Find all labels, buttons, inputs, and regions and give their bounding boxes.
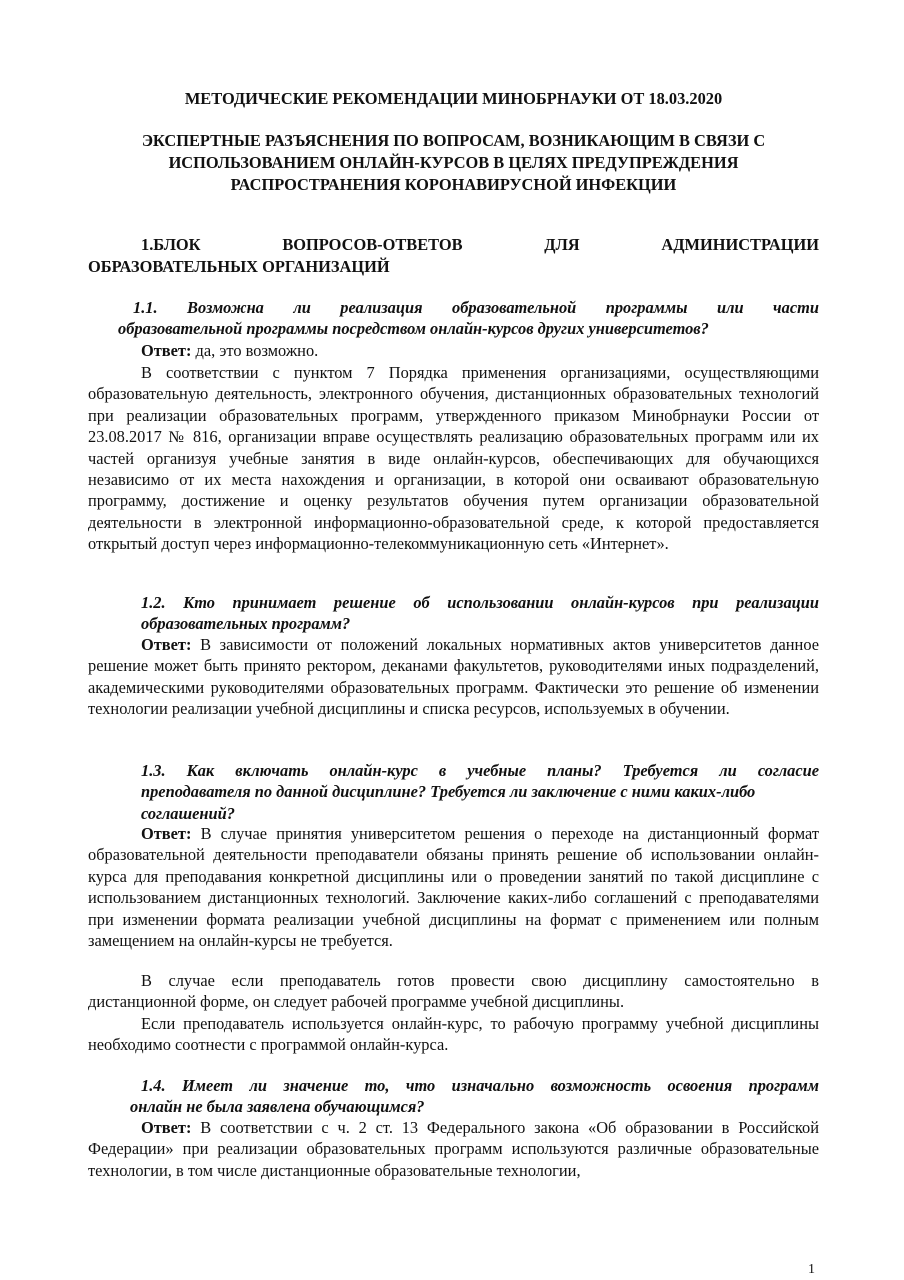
block-heading-word-3: ДЛЯ bbox=[544, 235, 580, 254]
paragraph-1-1: В соответствии с пунктом 7 Порядка применения организациями, осуществляющими образовательную деятельность, электронного обучения, дистанционных образовательных технологий при реализации образовательных программ, утвержденного приказом Минобрнауки России от 23.08.2017 № 816, организации вправе осуществлять реализацию образовательных программ или их частей организуя учебные занятия в виде онлайн-курсов, обеспечивающих для обучающихся независимо от их места нахождения и организации, в которой они осваивают образовательную программу, достижение и оценку результатов обучения путем организации образовательной деятельности в электронной информационно-образовательной среде, к которой предоставляется открытый доступ через информационно-телекоммуникационную сеть «Интернет». bbox=[88, 363, 819, 554]
answer-label: Ответ: bbox=[141, 824, 192, 843]
question-1-4-line-1: 1.4. Имеет ли значение то, что изначально возможность освоения программ bbox=[141, 1076, 819, 1095]
question-1-3-line-2: преподавателя по данной дисциплине? Требуется ли заключение с ними каких-либо bbox=[141, 782, 756, 802]
question-1-1-line-2: образовательной программы посредством онлайн-курсов других университетов? bbox=[118, 319, 709, 339]
block-heading-word-4: АДМИНИСТРАЦИИ bbox=[661, 235, 819, 254]
answer-label: Ответ: bbox=[141, 635, 192, 654]
block-heading-word-2: ВОПРОСОВ-ОТВЕТОВ bbox=[282, 235, 463, 254]
document-subtitle-line-3: РАСПРОСТРАНЕНИЯ КОРОНАВИРУСНОЙ ИНФЕКЦИИ bbox=[230, 175, 677, 194]
answer-1-1-text: да, это возможно. bbox=[191, 341, 319, 360]
document-subtitle-line-1: ЭКСПЕРТНЫЕ РАЗЪЯСНЕНИЯ ПО ВОПРОСАМ, ВОЗНИКАЮЩИМ В СВЯЗИ С bbox=[141, 131, 766, 150]
document-subtitle-line-2: ИСПОЛЬЗОВАНИЕМ ОНЛАЙН-КУРСОВ В ЦЕЛЯХ ПРЕДУПРЕЖДЕНИЯ bbox=[168, 153, 739, 172]
answer-1-3-text: В случае принятия университетом решения о переходе на дистанционный формат образовательной деятельности преподаватели обязаны принять решение об использовании онлайн-курса для преподавания конкретной дисциплины или о проведении занятий по такой дисциплине с использованием дистанционных технологий. Заключение каких-либо соглашений с преподавателями при изменении формата реализации учебной дисциплины на формат с применением или полным замещением на онлайн-курсы не требуется. bbox=[88, 824, 819, 951]
answer-1-4-text: В соответствии с ч. 2 ст. 13 Федерального закона «Об образовании в Российской Федерации» при реализации образовательных программ используются различные образовательные технологии, в том числе дистанционные образовательные технологии, bbox=[88, 1118, 819, 1180]
page-number: 1 bbox=[808, 1262, 815, 1277]
paragraph-1-3-2: В случае если преподаватель готов провести свою дисциплину самостоятельно в дистанционной форме, он следует рабочей программе учебной дисциплины. bbox=[88, 971, 819, 1012]
block-heading bbox=[88, 234, 819, 278]
question-1-3 bbox=[88, 760, 819, 824]
answer-1-3 bbox=[88, 823, 819, 951]
question-1-4 bbox=[88, 1075, 819, 1118]
question-1-1 bbox=[88, 297, 819, 340]
document-title: МЕТОДИЧЕСКИЕ РЕКОМЕНДАЦИИ МИНОБРНАУКИ ОТ 18.03.2020 bbox=[184, 89, 723, 108]
question-1-4-line-2: онлайн не была заявлена обучающимся? bbox=[130, 1097, 425, 1117]
question-1-3-line-1: 1.3. Как включать онлайн-курс в учебные планы? Требуется ли согласие bbox=[141, 761, 819, 780]
paragraph-1-3-3: Если преподаватель используется онлайн-курс, то рабочую программу учебной дисциплины необходимо соотнести с программой онлайн-курса. bbox=[88, 1014, 819, 1055]
answer-1-1 bbox=[88, 340, 819, 361]
question-1-3-line-3: соглашений? bbox=[141, 803, 235, 823]
block-heading-line-2: ОБРАЗОВАТЕЛЬНЫХ ОРГАНИЗАЦИЙ bbox=[88, 257, 390, 276]
answer-label: Ответ: bbox=[141, 341, 192, 360]
question-1-2-line-1: 1.2. Кто принимает решение об использовании онлайн-курсов при реализации bbox=[141, 593, 819, 612]
answer-1-2 bbox=[88, 634, 819, 720]
question-1-2-line-2: образовательных программ? bbox=[141, 614, 351, 634]
answer-1-4 bbox=[88, 1117, 819, 1181]
question-1-2 bbox=[88, 592, 819, 635]
block-heading-word-1: 1.БЛОК bbox=[141, 235, 201, 254]
question-1-1-line-1: 1.1. Возможна ли реализация образовательной программы или части bbox=[133, 298, 819, 317]
answer-1-2-text: В зависимости от положений локальных нормативных актов университетов данное решение может быть принято ректором, деканами факультетов, руководителями иных подразделений, академическими руководителями образовательных программ. Фактически это решение об изменении технологии реализации учебной дисциплины и списка ресурсов, используемых в обучении. bbox=[88, 635, 819, 719]
answer-label: Ответ: bbox=[141, 1118, 192, 1137]
